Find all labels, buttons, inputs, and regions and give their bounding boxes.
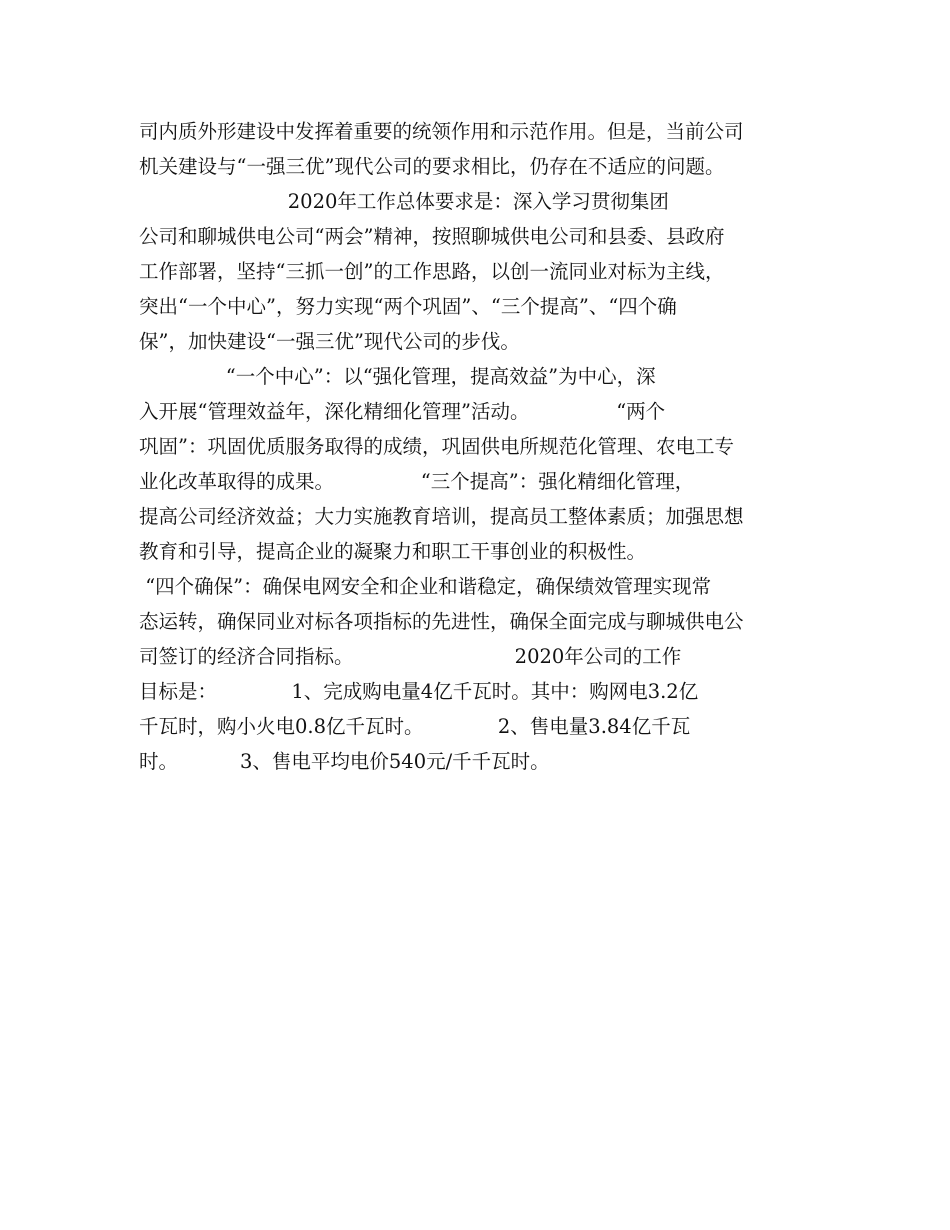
text-line: 司内质外形建设中发挥着重要的统领作用和示范作用。但是，当前公司 xyxy=(139,120,744,143)
text-line: 提高公司经济效益；大力实施教育培训，提高员工整体素质；加强思想 xyxy=(139,505,744,528)
text-line: “一个中心”：以“强化管理，提高效益”为中心，深 xyxy=(139,365,656,388)
text-line: 业化改革取得的成果。 “三个提高”：强化精细化管理， xyxy=(139,470,695,493)
text-line: 教育和引导，提高企业的凝聚力和职工干事创业的积极性。 xyxy=(139,540,647,563)
text-line: 态运转，确保同业对标各项指标的先进性，确保全面完成与聊城供电公 xyxy=(139,610,744,633)
text-line: “四个确保”：确保电网安全和企业和谐稳定，确保绩效管理实现常 xyxy=(139,575,712,598)
body-text xyxy=(139,114,819,779)
text-line: 突出“一个中心”，努力实现“两个巩固”、“三个提高”、“四个确 xyxy=(139,295,677,318)
text-line: 司签订的经济合同指标。 2020年公司的工作 xyxy=(139,645,682,668)
text-line: 千瓦时，购小火电0.8亿千瓦时。 2、售电量3.84亿千瓦 xyxy=(139,715,691,738)
text-line: 机关建设与“一强三优”现代公司的要求相比，仍存在不适应的问题。 xyxy=(139,155,725,178)
text-line: 时。 3、售电平均电价540元/千千瓦时。 xyxy=(139,750,550,773)
text-line: 公司和聊城供电公司“两会”精神，按照聊城供电公司和县委、县政府 xyxy=(139,225,725,248)
text-line: 工作部署，坚持“三抓一创”的工作思路，以创一流同业对标为主线， xyxy=(139,260,725,283)
text-line: 入开展“管理效益年，深化精细化管理”活动。 “两个 xyxy=(139,400,666,423)
text-line: 巩固”：巩固优质服务取得的成绩，巩固供电所规范化管理、农电工专 xyxy=(139,435,734,458)
text-line: 保”，加快建设“一强三优”现代公司的步伐。 xyxy=(139,330,520,353)
text-line: 2020年工作总体要求是：深入学习贯彻集团 xyxy=(139,190,669,213)
text-line: 目标是： 1、完成购电量4亿千瓦时。其中：购网电3.2亿 xyxy=(139,680,699,703)
